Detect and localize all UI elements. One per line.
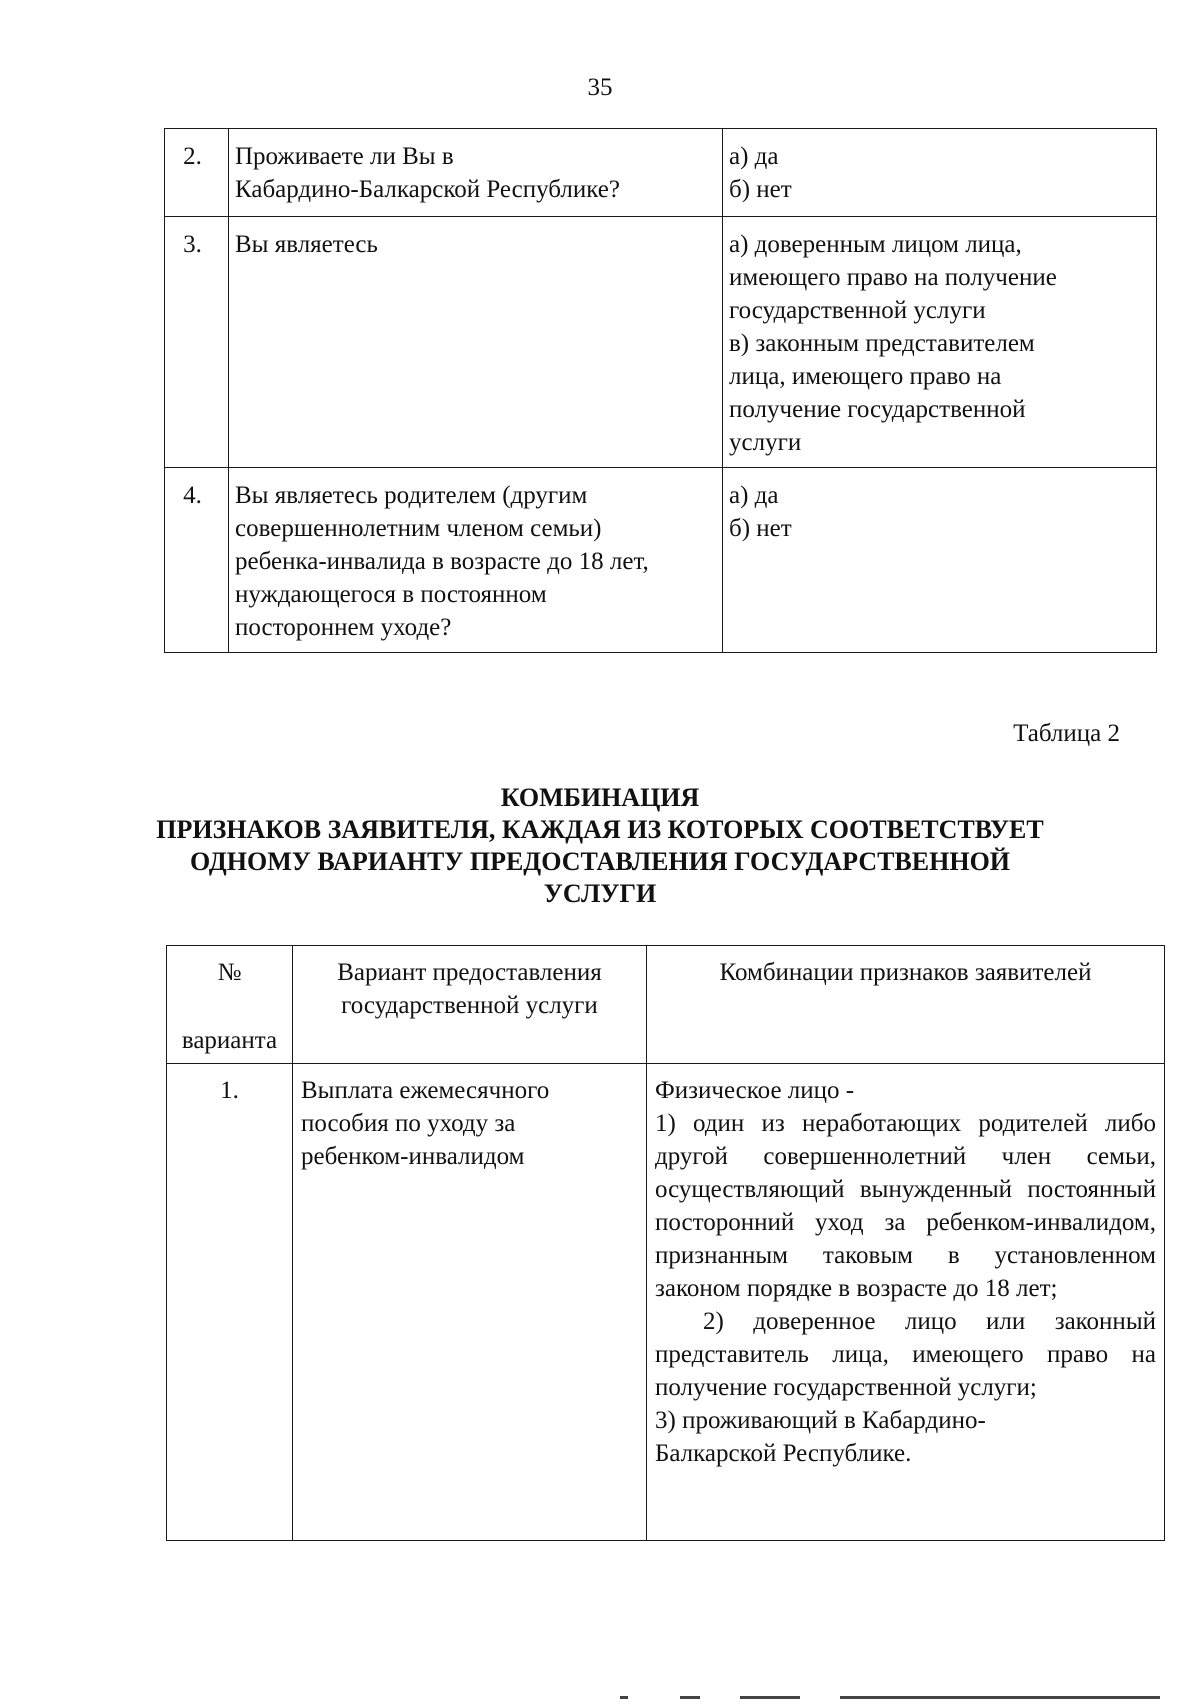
number-sign: №	[217, 959, 242, 986]
variant-header-line: государственной услуги	[341, 992, 598, 1019]
row-number: 3.	[165, 217, 229, 468]
answer-line: услуги	[729, 429, 802, 456]
table-row	[165, 468, 1157, 653]
variant-header-line: Вариант предоставления	[337, 959, 602, 986]
variant-number: 1.	[167, 1064, 293, 1541]
heading-line: УСЛУГИ	[543, 879, 657, 908]
question-line: Вы являетесь	[235, 231, 378, 258]
criteria-item-2: 2) доверенное лицо или законный представитель лица, имеющего право на получение государственной услуги;	[655, 1308, 1156, 1401]
combinations-header: Комбинации признаков заявителей	[647, 946, 1165, 1064]
question-line: Проживаете ли Вы в	[235, 143, 454, 170]
row-number: 2.	[165, 129, 229, 217]
answers-cell	[723, 217, 1157, 468]
question-line: совершеннолетним членом семьи)	[235, 515, 602, 542]
question-cell	[229, 129, 723, 217]
answer-line: имеющего право на получение	[729, 264, 1057, 291]
heading-line: КОМБИНАЦИЯ	[500, 783, 700, 812]
variant-number-header	[167, 946, 293, 1064]
row-number: 4.	[165, 468, 229, 653]
answer-line: государственной услуги	[729, 297, 986, 324]
variant-cell	[293, 1064, 647, 1541]
criteria-cell	[647, 1064, 1165, 1541]
question-line: постороннем уходе?	[235, 614, 452, 641]
question-line: Кабардино-Балкарской Республике?	[235, 176, 620, 203]
answer-line: а) доверенным лицом лица,	[729, 231, 1022, 258]
section-heading	[150, 782, 1050, 910]
answer-option: а) да	[729, 482, 779, 509]
page-number: 35	[587, 74, 613, 101]
criteria-item-3: 3) проживающий в Кабардино-	[655, 1407, 986, 1434]
question-line: Вы являетесь родителем (другим	[235, 482, 588, 509]
variant-number-label: варианта	[181, 1027, 278, 1054]
variant-line: ребенком-инвалидом	[301, 1143, 525, 1170]
table-row	[167, 1064, 1165, 1541]
variant-header	[293, 946, 647, 1064]
scan-edge-marks	[620, 1696, 1180, 1700]
answer-option: б) нет	[729, 176, 792, 203]
answer-option: а) да	[729, 143, 779, 170]
answer-line: лица, имеющего право на	[729, 363, 1002, 390]
table-row	[165, 217, 1157, 468]
question-cell	[229, 468, 723, 653]
question-line: ребенка-инвалида в возрасте до 18 лет,	[235, 548, 649, 575]
answer-line: в) законным представителем	[729, 330, 1035, 357]
table-row	[165, 129, 1157, 217]
table-header-row	[167, 946, 1165, 1064]
heading-line: ОДНОМУ ВАРИАНТУ ПРЕДОСТАВЛЕНИЯ ГОСУДАРСТВЕННОЙ	[189, 847, 1011, 876]
criteria-intro: Физическое лицо -	[655, 1077, 855, 1104]
answers-cell	[723, 129, 1157, 217]
table-label: Таблица 2	[1013, 720, 1120, 747]
question-line: нуждающегося в постоянном	[235, 581, 547, 608]
applicant-combinations-table	[166, 945, 1165, 1541]
eligibility-questions-table	[164, 128, 1157, 653]
answer-line: получение государственной	[729, 396, 1026, 423]
criteria-item-1: 1) один из неработающих родителей либо другой совершеннолетний член семьи, осуществляющий вынужденный постоянный посторонний уход за ребенком-инвалидом, признанным таковым в установленном законом порядке в возрасте до 18 лет;	[655, 1110, 1156, 1302]
variant-line: пособия по уходу за	[301, 1110, 516, 1137]
heading-line: ПРИЗНАКОВ ЗАЯВИТЕЛЯ, КАЖДАЯ ИЗ КОТОРЫХ СООТВЕТСТВУЕТ	[156, 815, 1044, 844]
question-cell	[229, 217, 723, 468]
answer-option: б) нет	[729, 515, 792, 542]
answers-cell	[723, 468, 1157, 653]
criteria-item-3-cont: Балкарской Республике.	[655, 1440, 912, 1467]
variant-line: Выплата ежемесячного	[301, 1077, 550, 1104]
